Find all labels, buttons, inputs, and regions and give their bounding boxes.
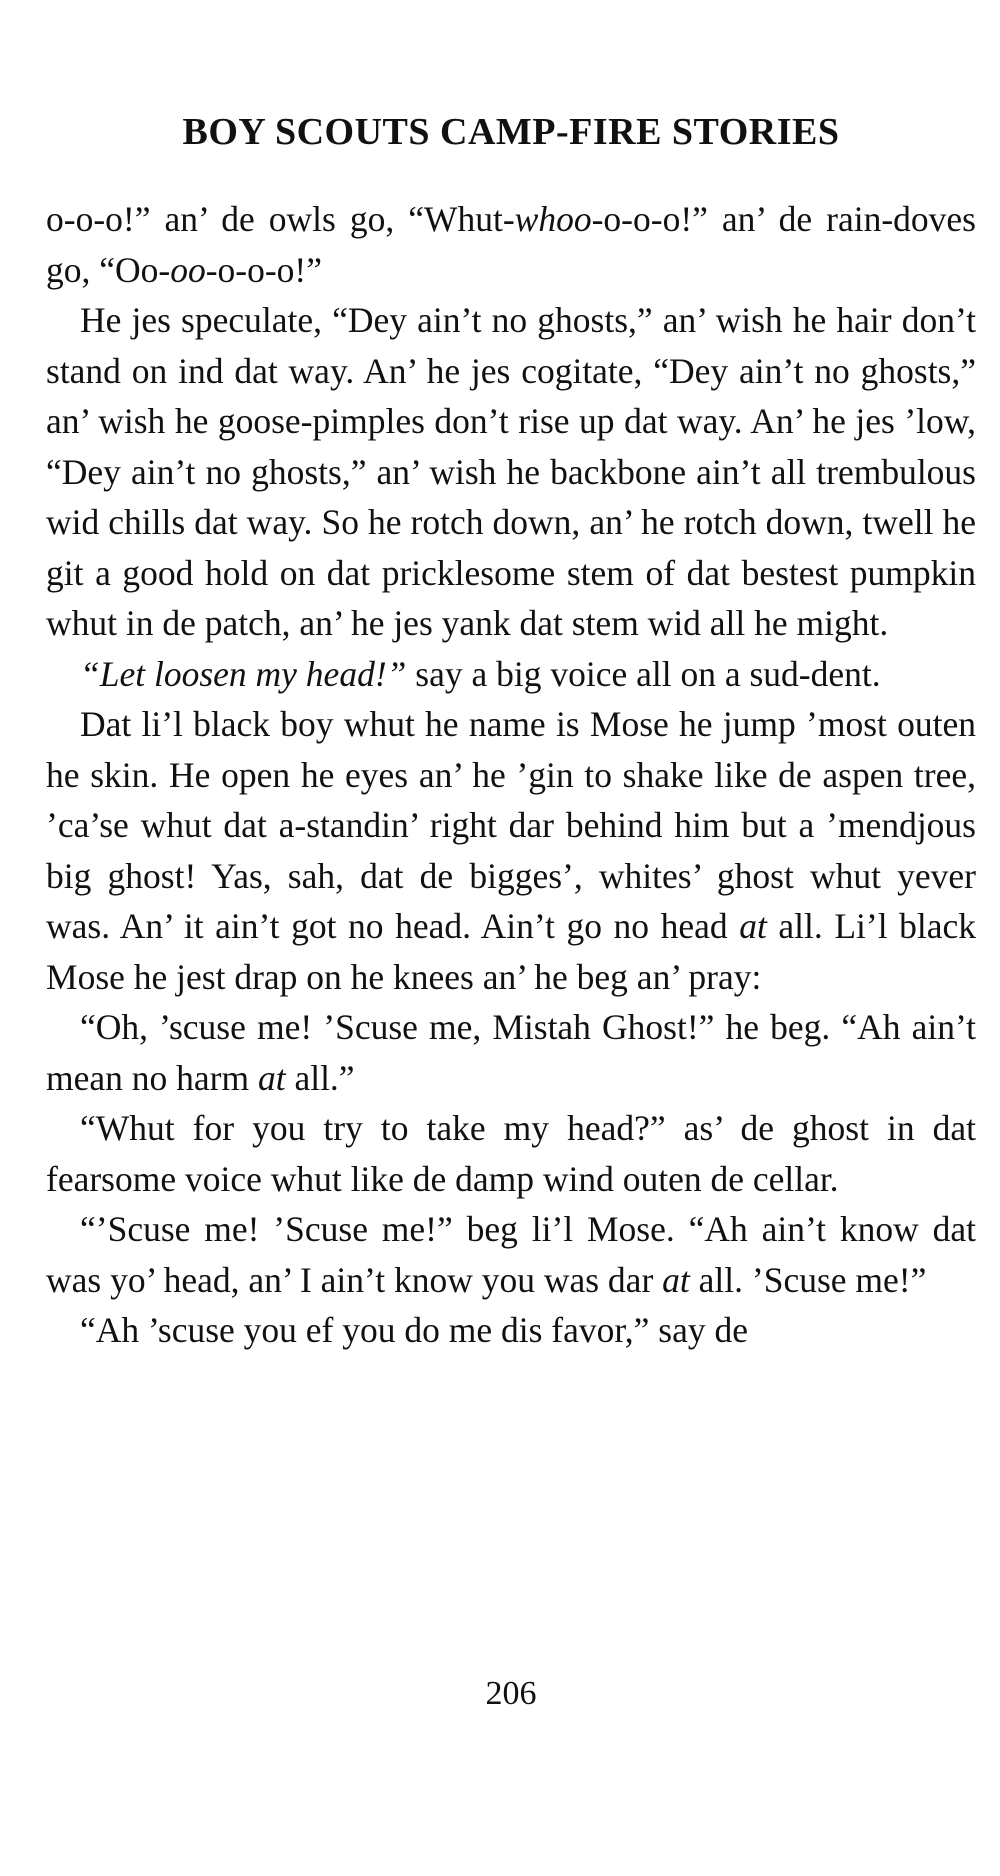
text-run: -o-o-o!” [205,249,323,290]
page-number: 206 [485,1675,537,1712]
paragraph-p3 [46,649,976,700]
paragraph-p1 [46,194,976,295]
text-run: “Oh, ’scuse me! ’Scuse me, Mistah Ghost!” he beg. “Ah ain’t mean no harm [46,1007,976,1098]
italic-text: at [257,1057,286,1098]
italic-text: “Let loosen my head!” [80,653,407,694]
text-run: o-o-o!” an’ de owls go, “Whut- [46,199,515,239]
text-run: “Whut for you try to take my head?” as’ de ghost in dat fearsome voice whut like de damp wind outen de cellar. [46,1108,976,1199]
paragraph-p7 [46,1204,976,1305]
italic-text: at [662,1259,690,1300]
text-run: He jes speculate, “Dey ain’t no ghosts,” an’ wish he hair don’t stand on ind dat way. An’ he jes cogitate, “Dey ain’t no ghosts,” an’ wish he goose-pimples don’t rise up dat way. An’ he jes ’low, “Dey ain’t no ghosts,” an’ wish he backbone ain’t all trembulous wid chills dat way. So he rotch down, an’ he rotch down, twell he git a good hold on dat pricklesome stem of dat bestest pumpkin whut in de patch, an’ he jes yank dat stem wid all he might. [46,300,976,643]
text-run: Dat li’l black boy whut he name is Mose he jump ’most outen he skin. He open he eyes an’ he ’gin to shake like de aspen tree, ’ca’se whut dat a-standin’ right dar behind him but a ’mendjous big ghost! Yas, sah, dat de bigges’, whites’ ghost whut yever was. An’ it ain’t got no head. Ain’t go no head [46,704,976,946]
paragraph-p4 [46,699,976,1002]
text-run: -o-o-o!” an’ de rain-doves go, “Oo- [46,199,976,290]
italic-text: whoo [514,199,592,239]
text-run: all. ’Scuse me!” [689,1259,927,1300]
text-run: “’Scuse me! ’Scuse me!” beg li’l Mose. “Ah ain’t know dat was yo’ head, an’ I ain’t know you was dar [46,1209,976,1300]
paragraph-p8 [46,1305,976,1356]
italic-text: oo [170,249,206,290]
paragraph-p2 [46,295,976,649]
italic-text: at [739,906,767,946]
text-run: “Ah ’scuse you ef you do me dis favor,” say de [80,1310,748,1350]
book-page [46,0,976,1876]
paragraph-p5 [46,1002,976,1103]
text-run: all. Li’l black Mose he jest drap on he knees an’ he beg an’ pray: [46,906,977,997]
text-run: all.” [285,1057,355,1098]
paragraph-p6 [46,1103,976,1204]
text-run: say a big voice all on a sud-dent. [406,653,881,694]
body-text [46,194,976,1356]
running-head-title: BOY SCOUTS CAMP-FIRE STORIES [182,111,840,153]
